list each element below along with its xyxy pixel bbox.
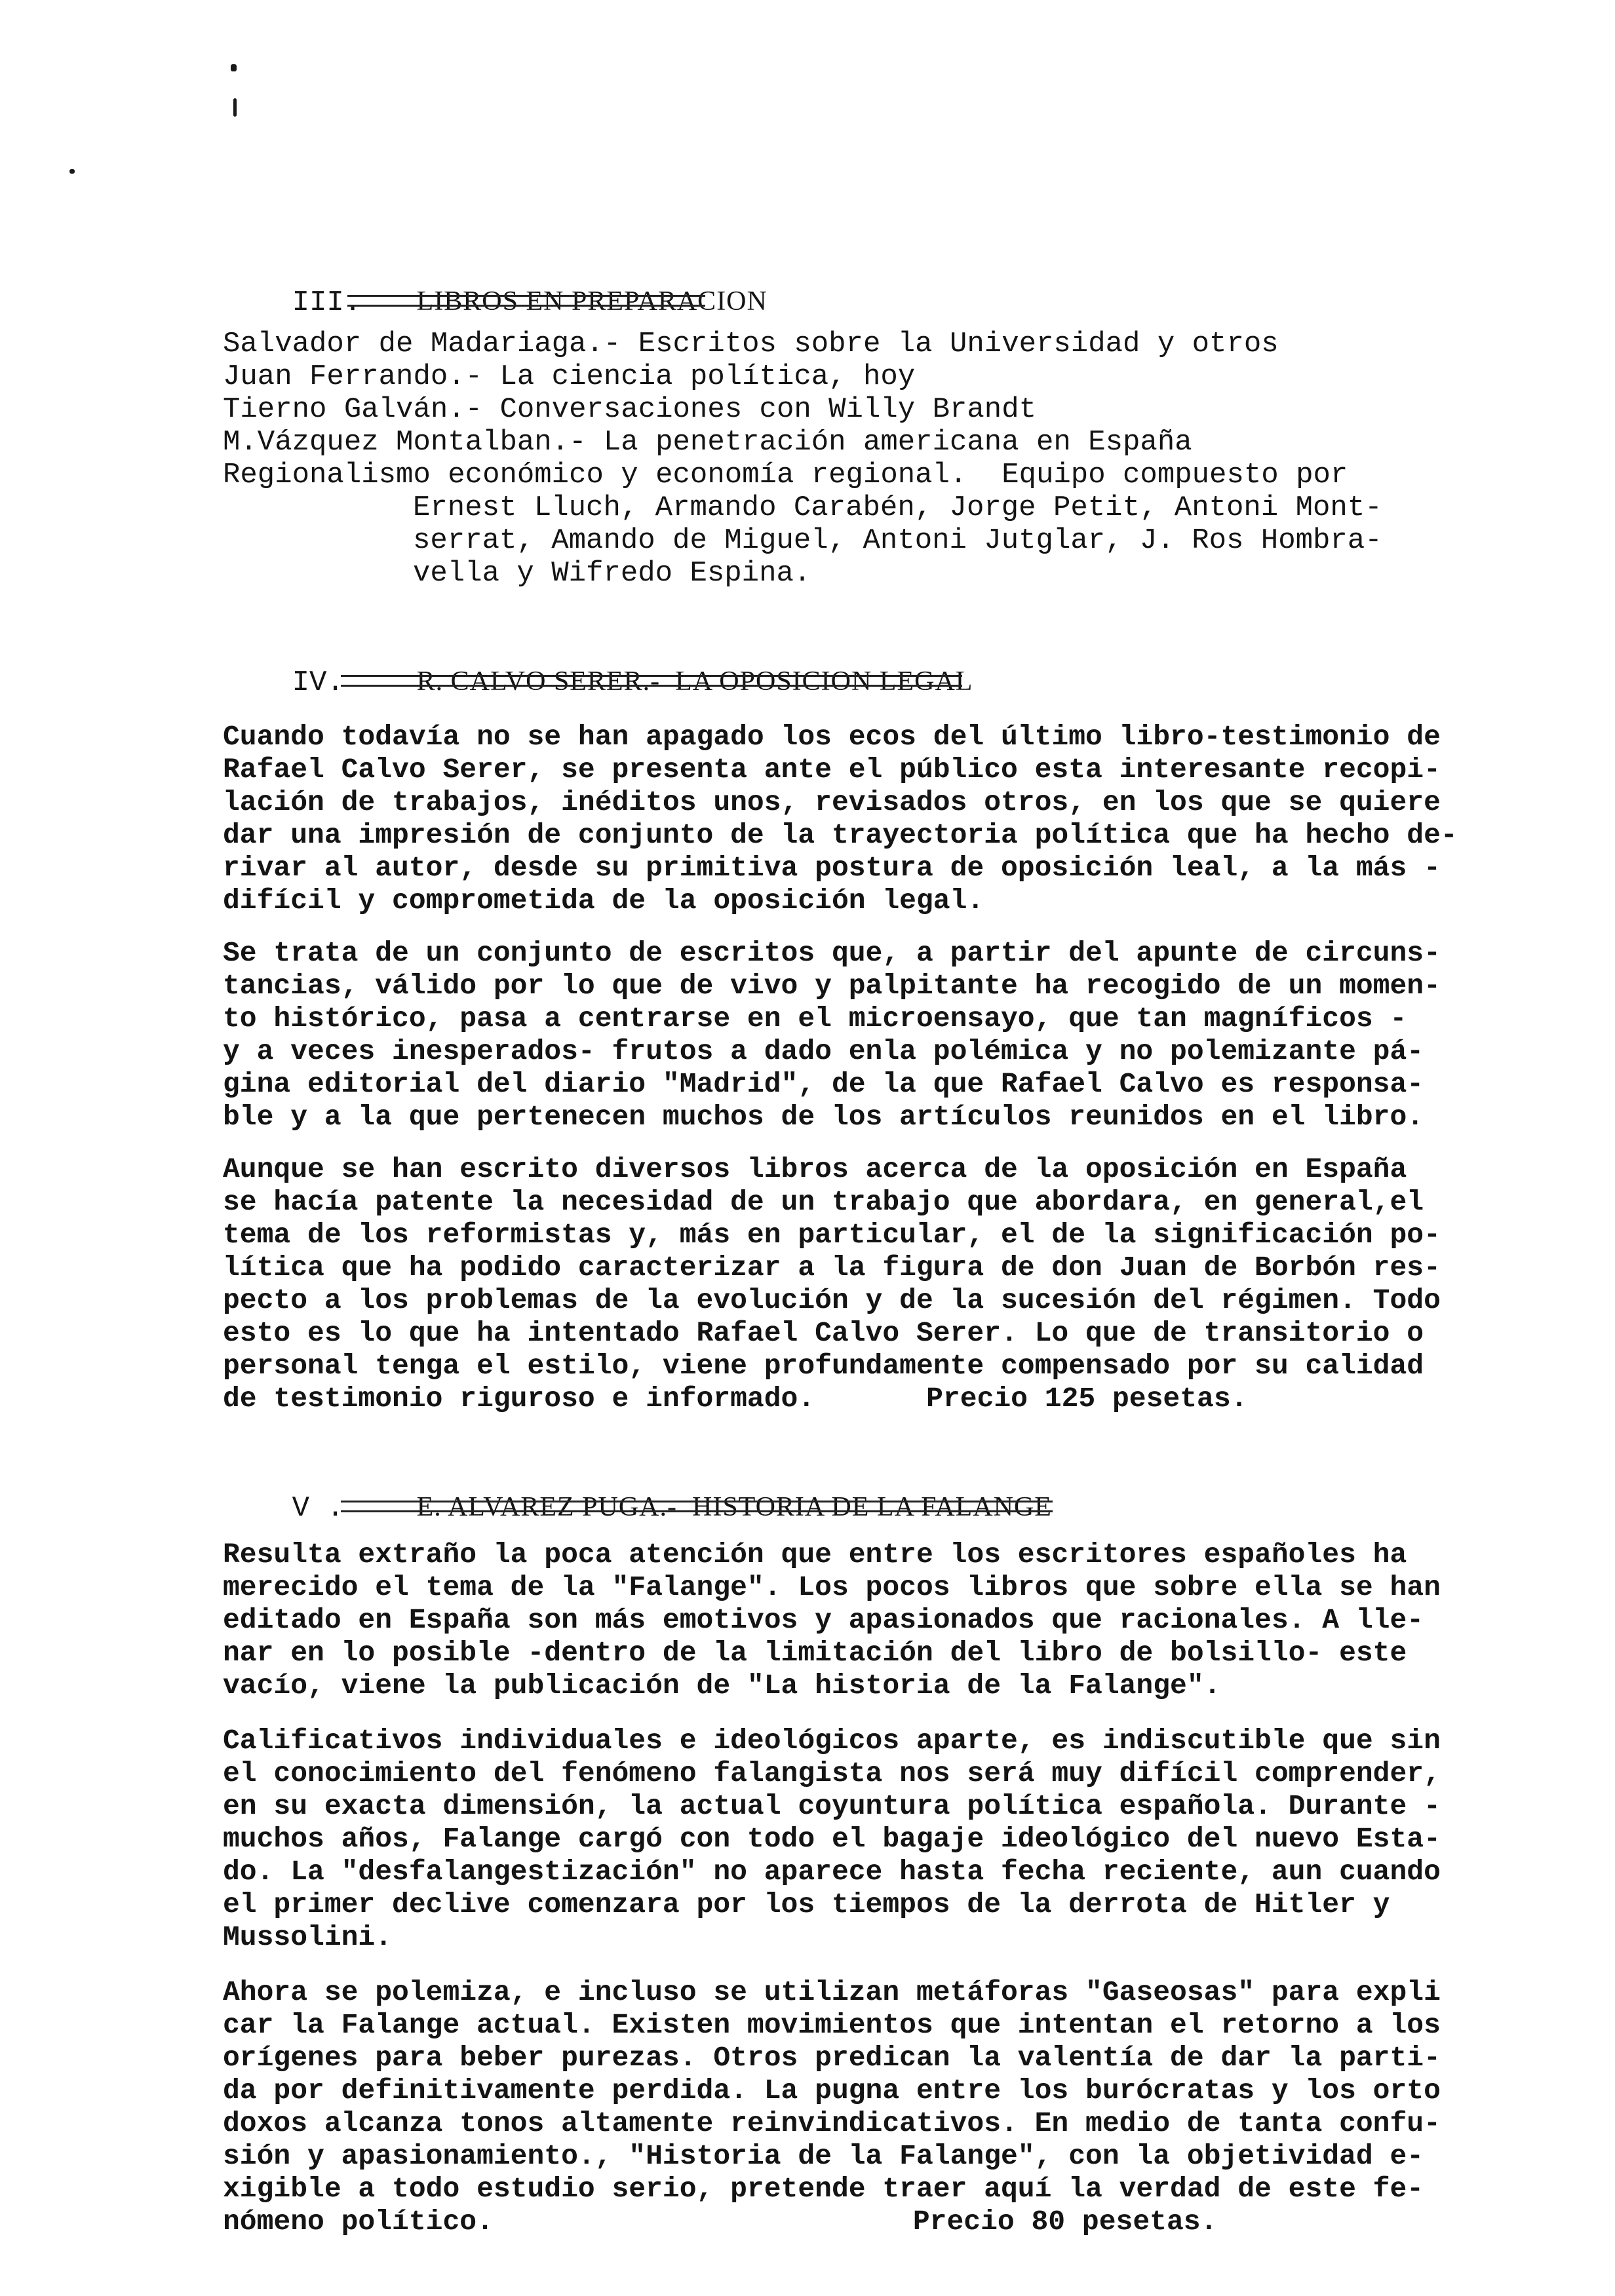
text-line: Rafael Calvo Serer, se presenta ante el público esta interesante recopi- (223, 754, 1441, 786)
book-list-item: Regionalismo económico y economía regional. Equipo compuesto por (223, 459, 1348, 491)
paragraph (223, 1725, 1488, 1954)
text-line: Mussolini. (223, 1921, 393, 1953)
text-line: Ahora se polemiza, e incluso se utilizan metáforas "Gaseosas" para expli (223, 1976, 1441, 2008)
text-line: to histórico, pasa a centrarse en el microensayo, que tan magníficos - (223, 1003, 1407, 1035)
text-line: Calificativos individuales e ideológicos aparte, es indiscutible que sin (223, 1725, 1441, 1757)
text-line: vacío, viene la publicación de "La historia de la Falange". (223, 1670, 1221, 1702)
book-list (223, 328, 1488, 491)
text-line: car la Falange actual. Existen movimientos que intentan el retorno a los (223, 2009, 1441, 2041)
book-list-line: Ernest Lluch, Armando Carabén, Jorge Petit, Antoni Mont- (413, 491, 1382, 524)
paragraph (223, 937, 1488, 1134)
text-line: personal tenga el estilo, viene profundamente compensado por su calidad (223, 1350, 1424, 1382)
section-title: R. CALVO SERER.- LA OPOSICION LEGAL (416, 666, 973, 697)
text-line: tema de los reformistas y, más en particular, el de la significación po- (223, 1219, 1441, 1251)
text-line: doxos alcanza tonos altamente reinvindicativos. En medio de tanta confu- (223, 2107, 1441, 2139)
text-line: Resulta extraño la poca atención que entre los escritores españoles ha (223, 1539, 1407, 1571)
book-list-item: Juan Ferrando.- La ciencia política, hoy (223, 360, 916, 393)
text-line: sión y apasionamiento., "Historia de la Falange", con la objetividad e- (223, 2140, 1424, 2172)
text-line: Cuando todavía no se han apagado los ecos del último libro-testimonio de (223, 721, 1441, 753)
heading-underline (347, 295, 705, 307)
text-line: el conocimiento del fenómeno falangista nos será muy difícil comprender, (223, 1757, 1441, 1789)
text-line: xigible a todo estudio serio, pretende traer aquí la verdad de este fe- (223, 2173, 1424, 2205)
book-list-item: Salvador de Madariaga.- Escritos sobre la Universidad y otros (223, 328, 1279, 360)
text-line: nar en lo posible -dentro de la limitación del libro de bolsillo- este (223, 1637, 1407, 1669)
section-number: V . (292, 1492, 344, 1525)
paragraph (223, 721, 1488, 917)
text-line: tancias, válido por lo que de vivo y palpitante ha recogido de un momen- (223, 970, 1441, 1002)
paragraph (223, 1153, 1488, 1415)
section-number: III. (292, 286, 362, 319)
margin-dot-mark (69, 169, 75, 174)
text-line: se hacía patente la necesidad de un trabajo que abordara, en general,el (223, 1186, 1424, 1218)
margin-dot-mark (231, 64, 237, 71)
text-line: difícil y comprometida de la oposición legal. (223, 885, 984, 917)
text-line (223, 1383, 1488, 1415)
text-line: orígenes para beber purezas. Otros predican la valentía de dar la parti- (223, 2042, 1441, 2074)
text-line: da por definitivamente perdida. La pugna entre los burócratas y los orto (223, 2075, 1441, 2107)
margin-tick-mark (233, 98, 237, 117)
text-line (223, 2206, 1488, 2238)
paragraph (223, 1976, 1488, 2238)
text-line: gina editorial del diario "Madrid", de la que Rafael Calvo es responsa- (223, 1068, 1424, 1100)
book-list-line: vella y Wifredo Espina. (413, 557, 811, 590)
section-title: LIBROS EN PREPARACION (416, 286, 768, 316)
text-line: do. La "desfalangestización" no aparece hasta fecha reciente, aun cuando (223, 1856, 1441, 1888)
section-number: IV. (292, 666, 344, 699)
text-line: y a veces inesperados- frutos a dado enla polémica y no polemizante pá- (223, 1035, 1424, 1067)
text-line: editado en España son más emotivos y apasionados que racionales. A lle- (223, 1604, 1424, 1636)
text-line: muchos años, Falange cargó con todo el bagaje ideológico del nuevo Esta- (223, 1823, 1441, 1855)
text-line: ble y a la que pertenecen muchos de los artículos reunidos en el libro. (223, 1101, 1424, 1133)
text-line: merecido el tema de la "Falange". Los pocos libros que sobre ella se han (223, 1571, 1441, 1603)
text-line: lítica que ha podido caracterizar a la figura de don Juan de Borbón res- (223, 1252, 1441, 1284)
text-line: en su exacta dimensión, la actual coyuntura política española. Durante - (223, 1790, 1441, 1822)
price-label: Precio 80 pesetas. (912, 2206, 1218, 2238)
heading-underline (341, 675, 962, 687)
text-line: lación de trabajos, inéditos unos, revisados otros, en los que se quiere (223, 786, 1441, 818)
text-line: dar una impresión de conjunto de la trayectoria política que ha hecho de- (223, 819, 1458, 851)
text-line: pecto a los problemas de la evolución y de la sucesión del régimen. Todo (223, 1284, 1441, 1316)
price-label: Precio 125 pesetas. (926, 1383, 1248, 1415)
heading-underline (341, 1501, 1053, 1512)
text-line: esto es lo que ha intentado Rafael Calvo Serer. Lo que de transitorio o (223, 1317, 1424, 1349)
text-line-content: de testimonio riguroso e informado. (223, 1383, 815, 1415)
book-list-line: serrat, Amando de Miguel, Antoni Jutglar, J. Ros Hombra- (413, 524, 1382, 557)
text-line: Aunque se han escrito diversos libros acerca de la oposición en España (223, 1153, 1407, 1185)
text-line: rivar al autor, desde su primitiva postura de oposición leal, a la más - (223, 852, 1441, 884)
text-line: el primer declive comenzara por los tiempos de la derrota de Hitler y (223, 1888, 1390, 1921)
section-title: E. ALVAREZ PUGA.- HISTORIA DE LA FALANGE (416, 1492, 1052, 1522)
book-list-continuation (223, 491, 1488, 590)
book-list-item: Tierno Galván.- Conversaciones con Willy Brandt (223, 393, 1037, 426)
text-line-content: nómeno político. (223, 2206, 494, 2238)
text-line: Se trata de un conjunto de escritos que, a partir del apunte de circuns- (223, 937, 1441, 969)
paragraph (223, 1539, 1488, 1702)
book-list-item: M.Vázquez Montalban.- La penetración americana en España (223, 426, 1192, 459)
